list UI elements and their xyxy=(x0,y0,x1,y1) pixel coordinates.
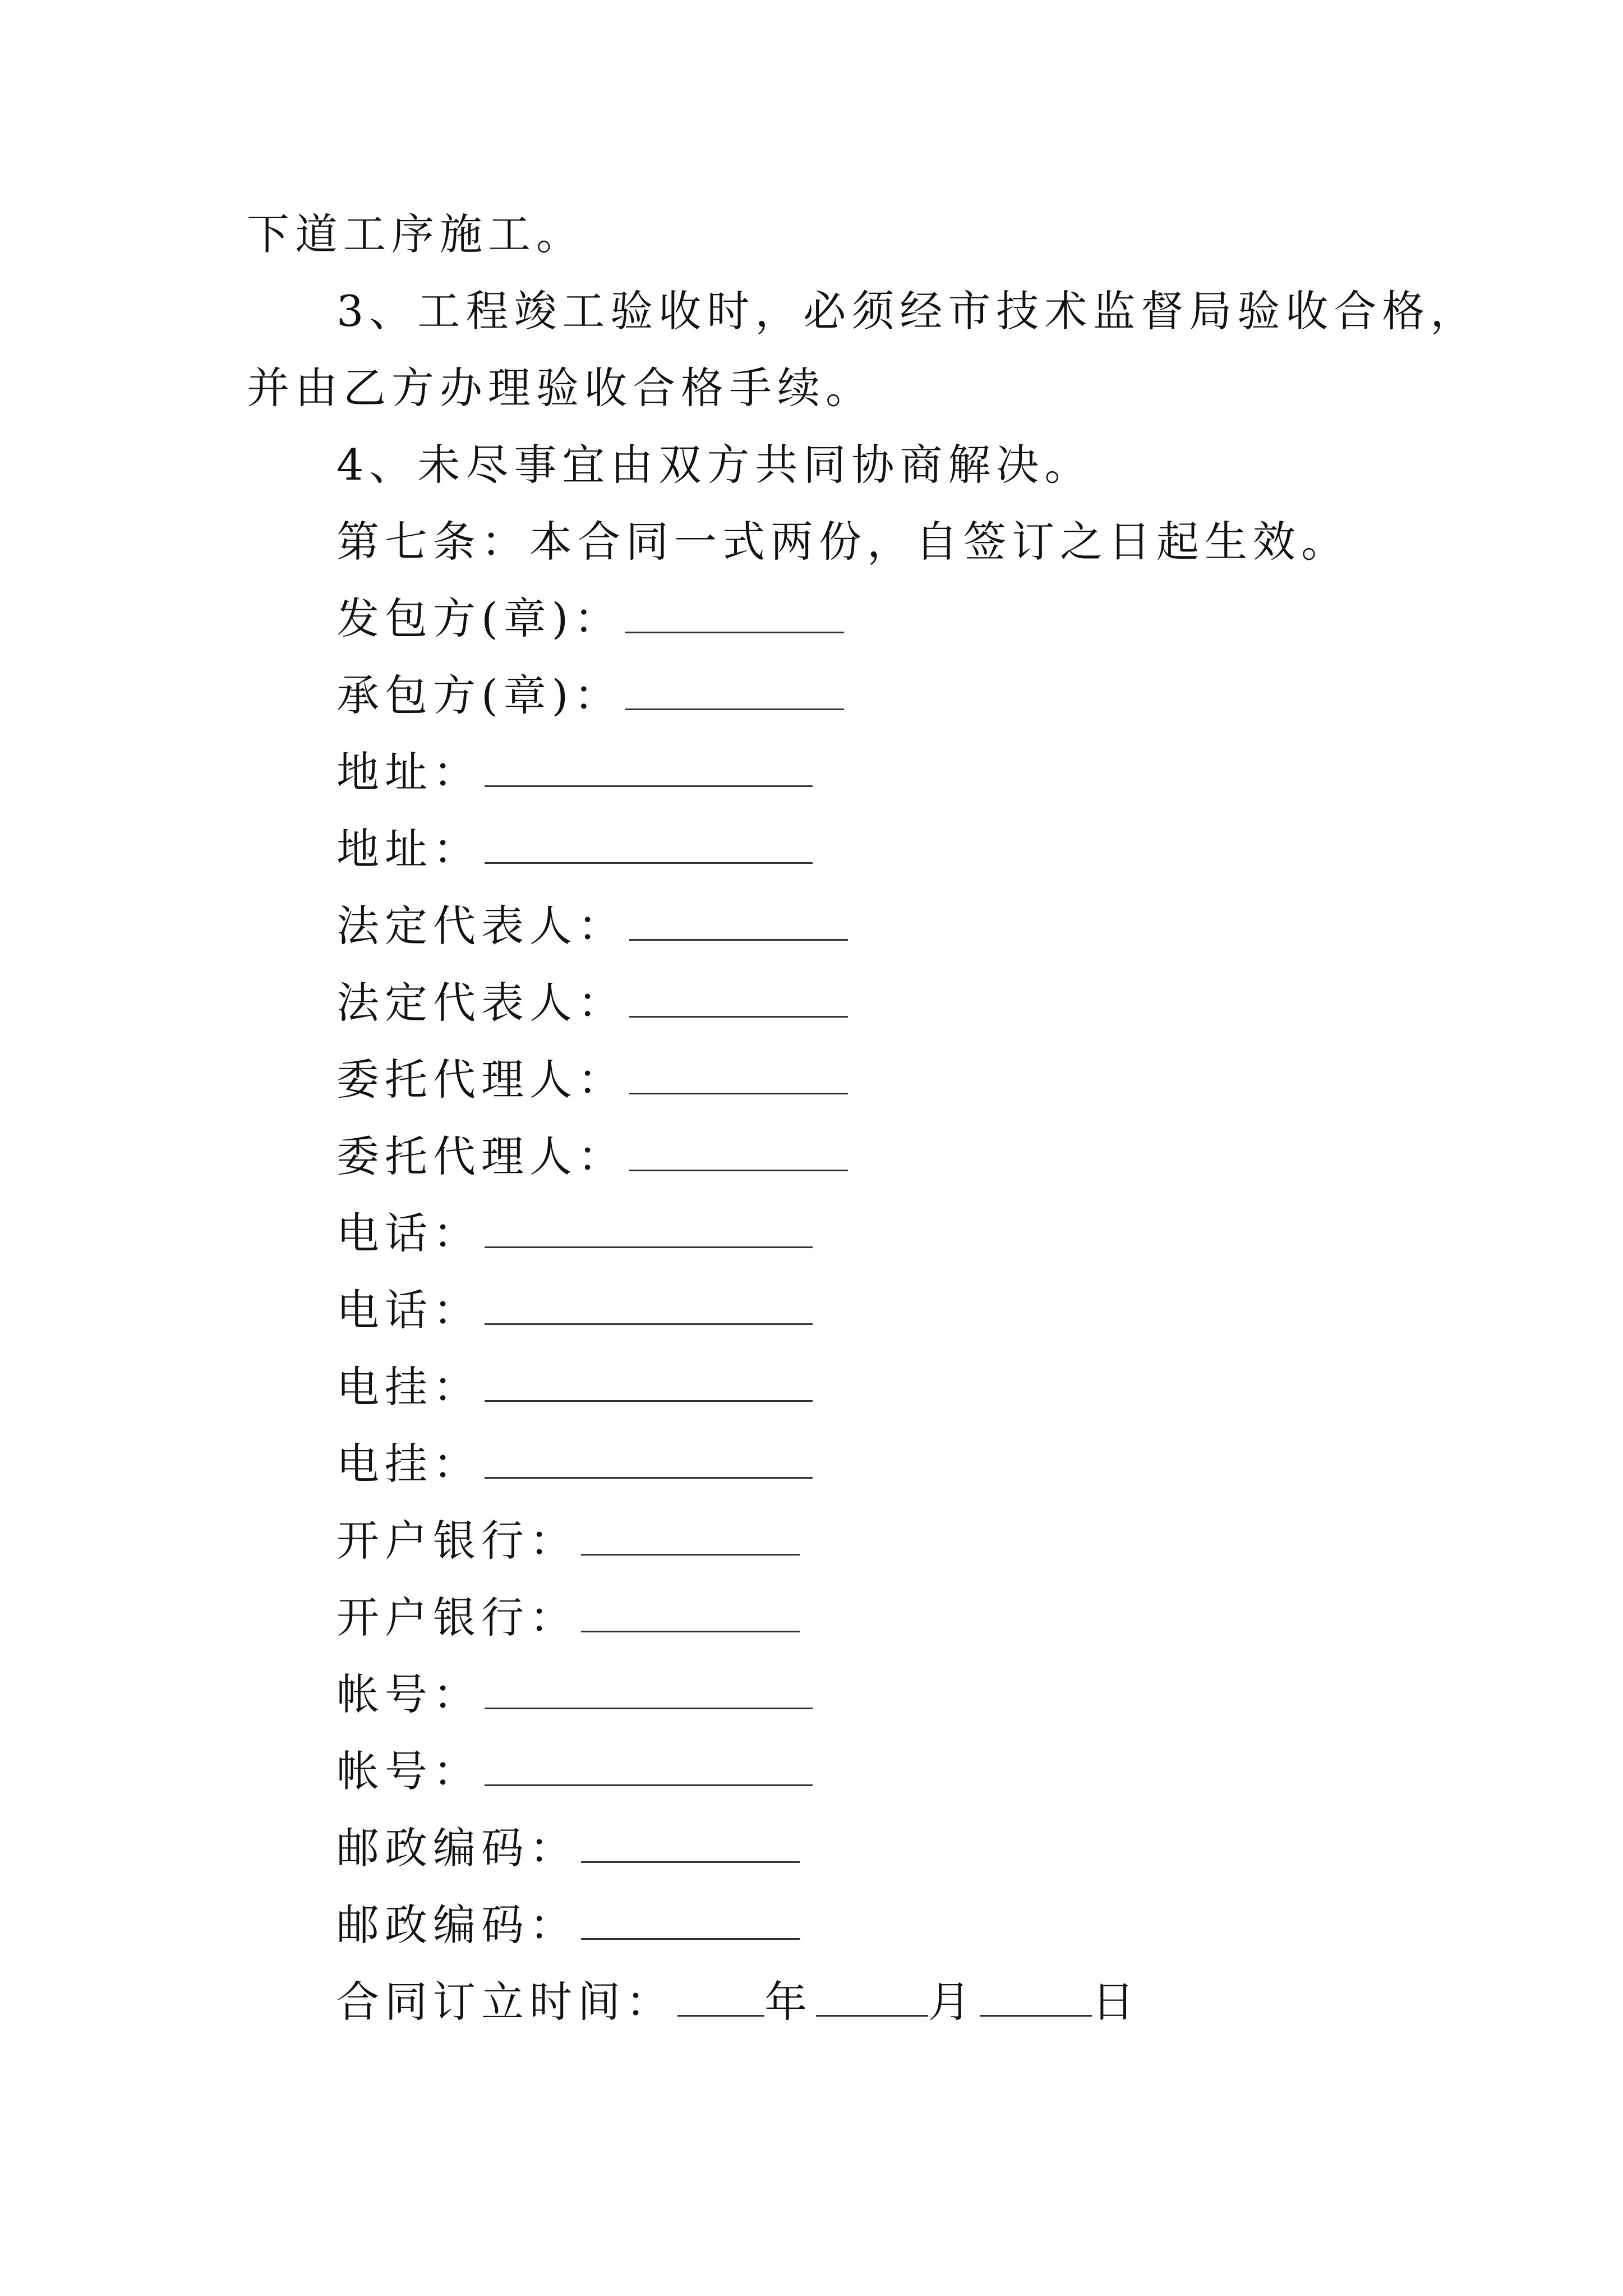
blank-line xyxy=(629,1136,848,1171)
paragraph-item-4: 4、未尽事宜由双方共同协商解决。 xyxy=(336,440,1093,490)
field-address-1 xyxy=(336,744,813,800)
field-label: 委托代理人： xyxy=(336,1055,626,1105)
field-legal-rep-1 xyxy=(336,898,848,954)
field-label: 电话： xyxy=(336,1285,481,1335)
contract-date-line xyxy=(336,1974,1140,2030)
month-label: 月 xyxy=(928,1977,976,2027)
field-label: 地址： xyxy=(336,824,481,874)
field-account-1 xyxy=(336,1667,813,1723)
year-blank xyxy=(677,1981,764,2017)
blank-line xyxy=(629,1059,848,1094)
field-label: 邮政编码： xyxy=(336,1823,578,1873)
field-label: 承包方(章)： xyxy=(336,670,623,720)
month-blank xyxy=(816,1981,928,2017)
blank-line xyxy=(625,675,844,710)
field-phone-1 xyxy=(336,1205,813,1262)
blank-line xyxy=(629,982,848,1018)
field-label: 开户银行： xyxy=(336,1593,578,1642)
field-telegram-2 xyxy=(336,1436,813,1492)
field-postcode-1 xyxy=(336,1820,800,1876)
blank-line xyxy=(485,752,813,787)
field-label: 电挂： xyxy=(336,1362,481,1412)
field-label: 邮政编码： xyxy=(336,1900,578,1950)
blank-line xyxy=(581,1597,800,1632)
blank-line xyxy=(485,1443,813,1479)
field-legal-rep-2 xyxy=(336,975,848,1031)
field-agent-1 xyxy=(336,1052,848,1108)
field-label: 帐号： xyxy=(336,1669,481,1719)
paragraph-item-3: 3、工程竣工验收时，必须经市技术监督局验收合格， xyxy=(336,286,1479,336)
field-phone-2 xyxy=(336,1282,813,1338)
blank-line xyxy=(485,1366,813,1402)
blank-line xyxy=(581,1904,800,1940)
blank-line xyxy=(581,1828,800,1863)
day-label: 日 xyxy=(1092,1977,1140,2027)
field-contractor-seal xyxy=(336,668,844,724)
field-label: 电话： xyxy=(336,1208,481,1258)
day-blank xyxy=(980,1981,1092,2017)
blank-line xyxy=(485,1213,813,1248)
field-label: 电挂： xyxy=(336,1439,481,1489)
field-issuer-seal xyxy=(336,591,844,647)
blank-line xyxy=(581,1520,800,1556)
blank-line xyxy=(485,1674,813,1709)
date-label: 合同订立时间： xyxy=(336,1977,674,2027)
paragraph-item-3-continuation: 并由乙方办理验收合格手续。 xyxy=(247,363,874,413)
field-label: 发包方(章)： xyxy=(336,593,623,643)
field-agent-2 xyxy=(336,1129,848,1185)
field-telegram-1 xyxy=(336,1359,813,1415)
blank-line xyxy=(485,1290,813,1325)
field-account-2 xyxy=(336,1743,813,1800)
blank-line xyxy=(629,905,848,941)
field-address-2 xyxy=(336,821,813,877)
field-label: 法定代表人： xyxy=(336,978,626,1028)
field-label: 法定代表人： xyxy=(336,901,626,951)
blank-line xyxy=(485,1751,813,1786)
blank-line xyxy=(485,829,813,864)
field-label: 开户银行： xyxy=(336,1516,578,1566)
field-label: 帐号： xyxy=(336,1746,481,1796)
field-postcode-2 xyxy=(336,1897,800,1953)
paragraph-continuation: 下道工序施工。 xyxy=(247,209,584,259)
field-label: 地址： xyxy=(336,747,481,797)
blank-line xyxy=(625,598,844,633)
field-bank-2 xyxy=(336,1590,800,1646)
year-label: 年 xyxy=(764,1977,813,2027)
field-label: 委托代理人： xyxy=(336,1131,626,1181)
article-seven: 第七条：本合同一式两份，自签订之日起生效。 xyxy=(336,517,1349,567)
field-bank-1 xyxy=(336,1513,800,1569)
